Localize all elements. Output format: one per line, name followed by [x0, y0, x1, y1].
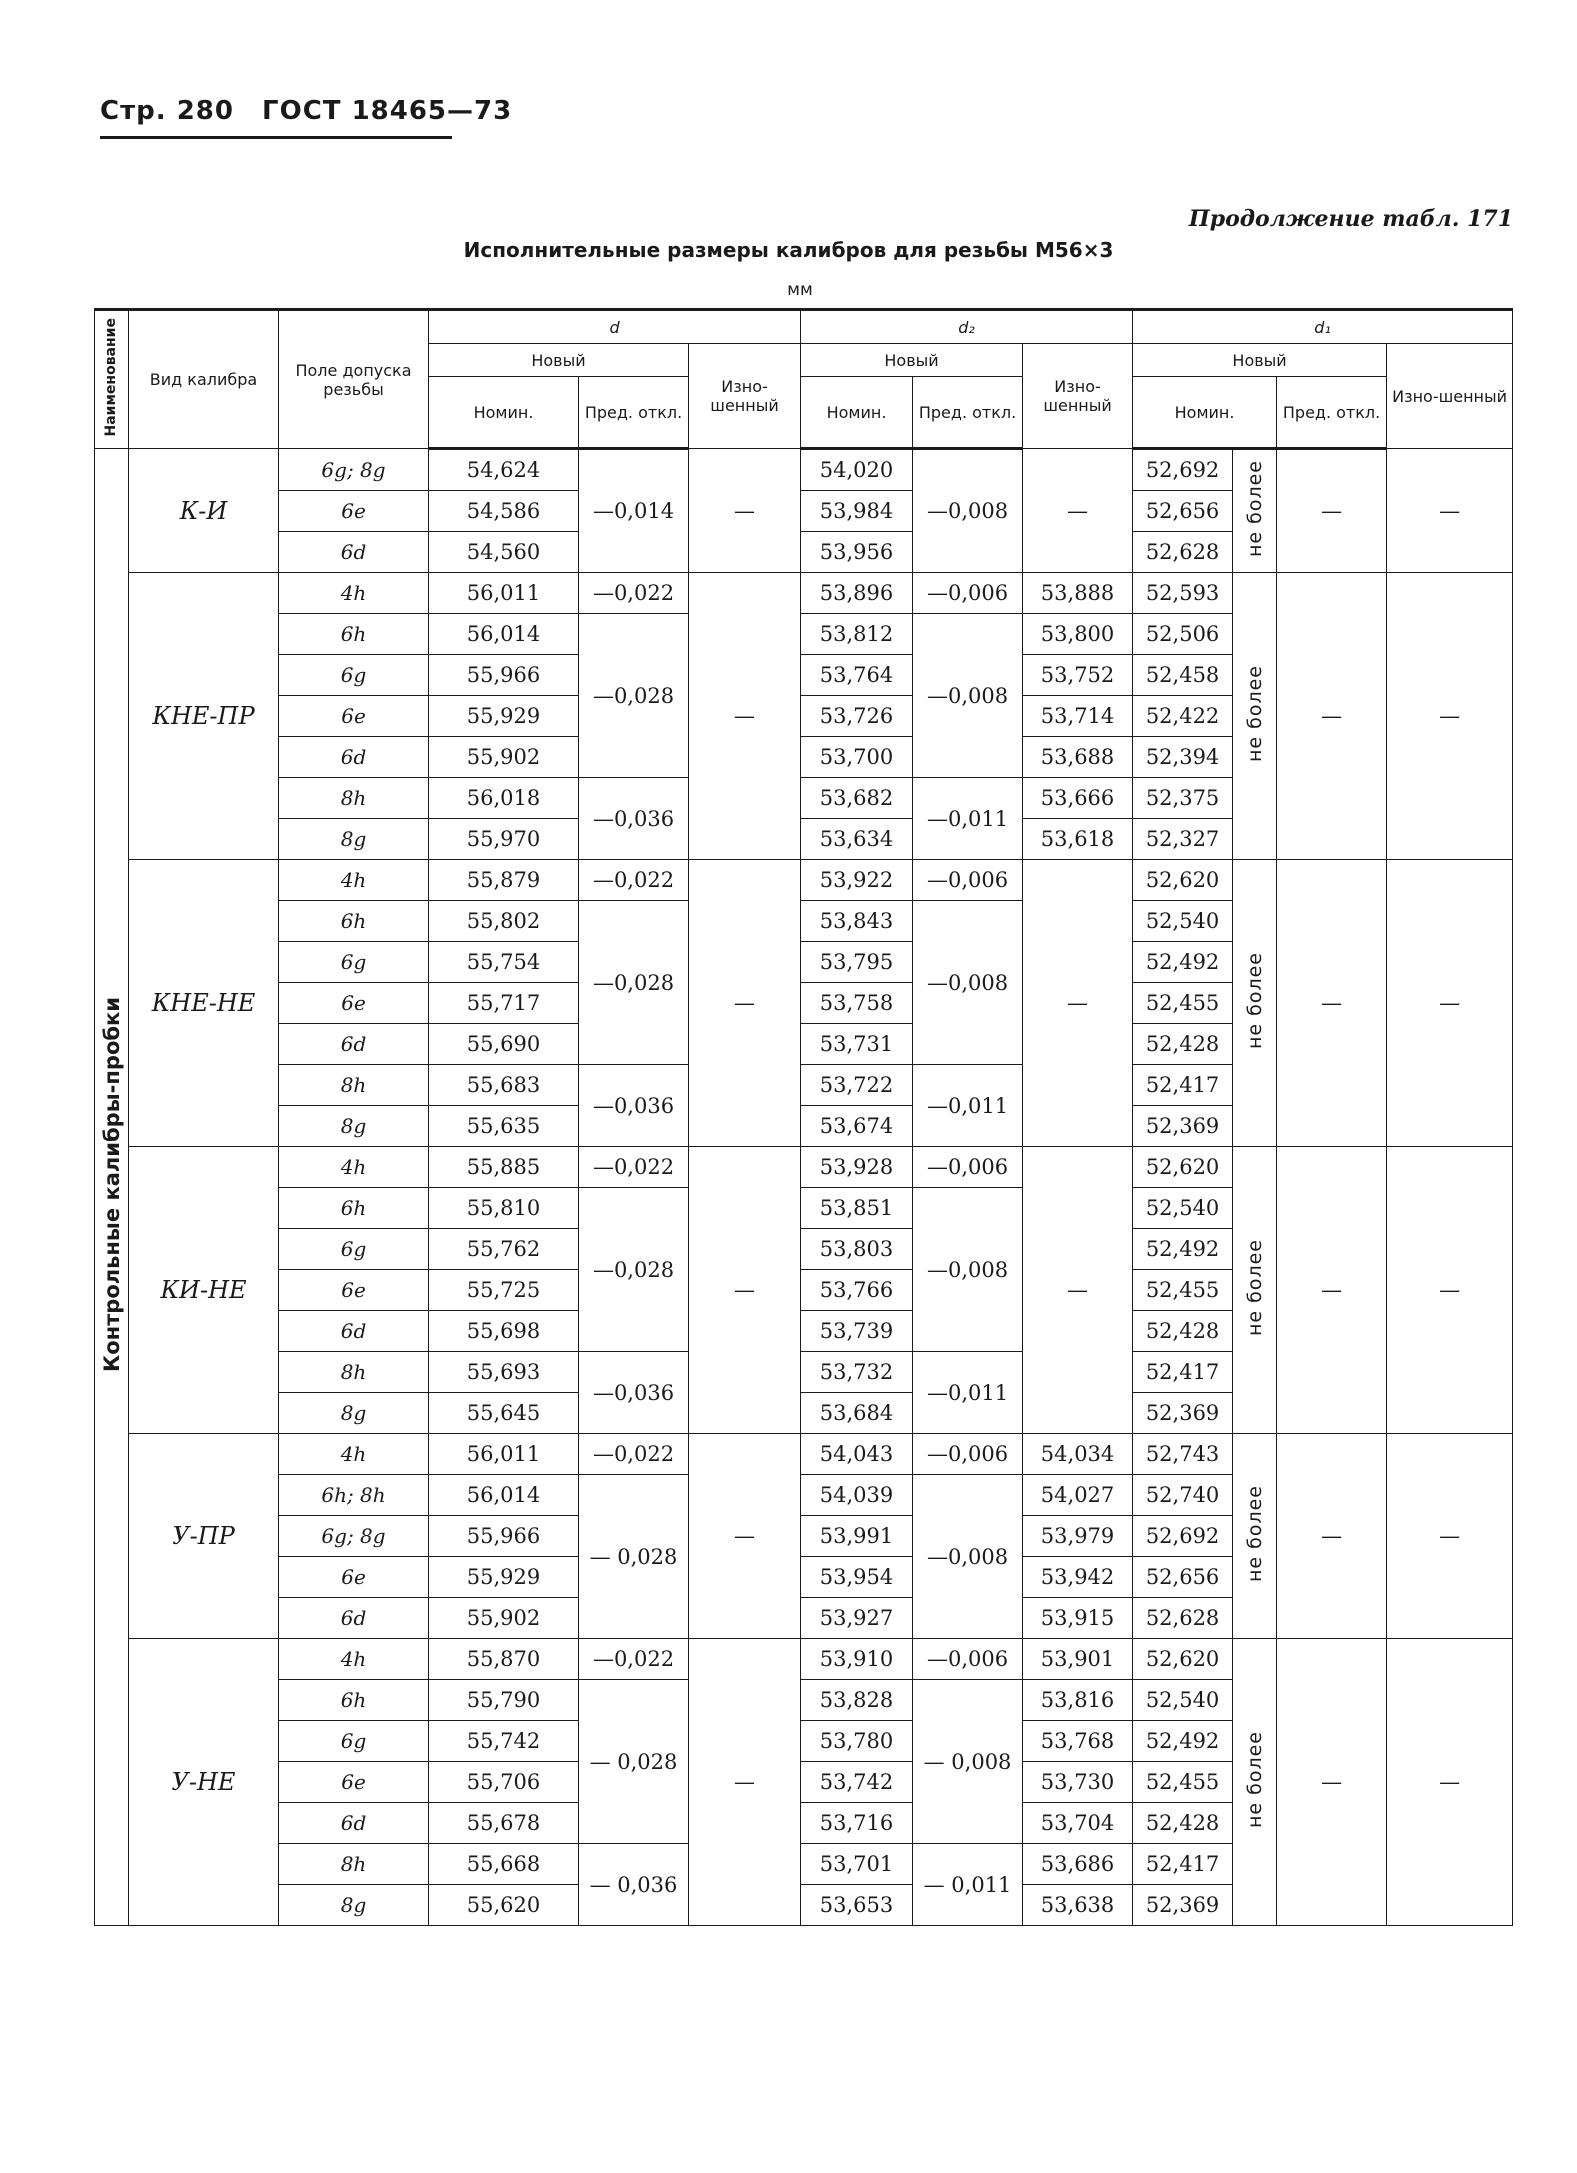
d-nominal: 55,683	[429, 1065, 579, 1106]
d2-deviation: —0,006	[913, 1434, 1023, 1475]
d-deviation: —0,022	[579, 573, 689, 614]
d2-deviation: —0,011	[913, 1065, 1023, 1147]
d2-deviation: —0,006	[913, 860, 1023, 901]
d-nominal: 55,678	[429, 1803, 579, 1844]
d-nominal: 55,693	[429, 1352, 579, 1393]
d2-worn: 53,901	[1023, 1639, 1133, 1680]
tolerance-field: 6d	[279, 1024, 429, 1065]
d-deviation: — 0,028	[579, 1680, 689, 1844]
d1-deviation: —	[1277, 449, 1387, 573]
d2-deviation: —0,006	[913, 1147, 1023, 1188]
gauge-type: КНЕ-ПР	[129, 573, 279, 860]
d-nominal: 55,879	[429, 860, 579, 901]
d1-nominal: 52,369	[1133, 1393, 1233, 1434]
d2-nominal: 53,956	[801, 532, 913, 573]
d1-nominal: 52,375	[1133, 778, 1233, 819]
d2-deviation: —0,011	[913, 1352, 1023, 1434]
header-d2: d₂	[801, 310, 1133, 344]
d1-nominal: 52,455	[1133, 1270, 1233, 1311]
tolerance-field: 6d	[279, 1803, 429, 1844]
tolerance-field: 6g; 8g	[279, 1516, 429, 1557]
d-deviation: —0,028	[579, 614, 689, 778]
d-nominal: 55,762	[429, 1229, 579, 1270]
tolerance-field: 6g	[279, 1229, 429, 1270]
d-nominal: 54,586	[429, 491, 579, 532]
d2-deviation: —0,008	[913, 449, 1023, 573]
dimensions-table	[94, 308, 1513, 1926]
header-d-worn: Изно-шенный	[689, 344, 801, 449]
category-label	[95, 449, 129, 1926]
d-nominal: 55,790	[429, 1680, 579, 1721]
d1-nominal: 52,628	[1133, 1598, 1233, 1639]
table-row	[95, 573, 1513, 614]
d-worn: —	[689, 449, 801, 573]
d-deviation: — 0,028	[579, 1475, 689, 1639]
d1-nominal: 52,492	[1133, 1229, 1233, 1270]
d-nominal: 54,624	[429, 449, 579, 491]
d-nominal: 55,929	[429, 696, 579, 737]
d2-nominal: 53,742	[801, 1762, 913, 1803]
tolerance-field: 8g	[279, 1885, 429, 1926]
d1-nominal: 52,327	[1133, 819, 1233, 860]
d-worn: —	[689, 1434, 801, 1639]
table-body	[95, 449, 1513, 1926]
header-tolerance-field: Поле допуска резьбы	[279, 310, 429, 449]
d1-deviation: —	[1277, 860, 1387, 1147]
d1-nominal: 52,740	[1133, 1475, 1233, 1516]
d-nominal: 55,698	[429, 1311, 579, 1352]
d-nominal: 55,742	[429, 1721, 579, 1762]
d1-nominal: 52,428	[1133, 1024, 1233, 1065]
d2-deviation: —0,008	[913, 614, 1023, 778]
table-row	[95, 1147, 1513, 1188]
tolerance-field: 8h	[279, 1352, 429, 1393]
d-nominal: 55,966	[429, 1516, 579, 1557]
d-nominal: 56,014	[429, 1475, 579, 1516]
page-number: Стр. 280	[100, 96, 234, 126]
gauge-type: К-И	[129, 449, 279, 573]
header-d2-deviation: Пред. откл.	[913, 377, 1023, 449]
d1-nominal: 52,620	[1133, 1639, 1233, 1680]
continuation-note: Продолжение табл. 171	[1188, 206, 1513, 232]
d-deviation: —0,028	[579, 901, 689, 1065]
d-worn: —	[689, 1639, 801, 1926]
table-row	[95, 449, 1513, 491]
tolerance-field: 6e	[279, 1762, 429, 1803]
header-d2-worn: Изно-шенный	[1023, 344, 1133, 449]
not-more-text: не более	[1243, 459, 1266, 558]
header-d-new: Новый	[429, 344, 689, 377]
tolerance-field: 4h	[279, 860, 429, 901]
d2-nominal: 54,039	[801, 1475, 913, 1516]
table-row	[95, 1639, 1513, 1680]
tolerance-field: 6g; 8g	[279, 449, 429, 491]
d-deviation: — 0,036	[579, 1844, 689, 1926]
d1-nominal: 52,656	[1133, 1557, 1233, 1598]
d1-worn: —	[1387, 1639, 1513, 1926]
d2-worn: 53,666	[1023, 778, 1133, 819]
d1-nominal: 52,593	[1133, 573, 1233, 614]
d2-worn: 53,800	[1023, 614, 1133, 655]
not-more-text: не более	[1243, 1730, 1266, 1829]
d2-worn: 53,704	[1023, 1803, 1133, 1844]
d2-nominal: 54,020	[801, 449, 913, 491]
d1-nominal: 52,506	[1133, 614, 1233, 655]
header-d2-new: Новый	[801, 344, 1023, 377]
d2-worn: 54,034	[1023, 1434, 1133, 1475]
tolerance-field: 6e	[279, 1270, 429, 1311]
header-d1-new: Новый	[1133, 344, 1387, 377]
d1-nominal: 52,540	[1133, 1680, 1233, 1721]
gauge-type: КНЕ-НЕ	[129, 860, 279, 1147]
d-nominal: 55,725	[429, 1270, 579, 1311]
d2-nominal: 53,764	[801, 655, 913, 696]
unit-label: мм	[787, 280, 813, 300]
table-head	[95, 310, 1513, 449]
d-nominal: 55,620	[429, 1885, 579, 1926]
d1-nominal: 52,417	[1133, 1065, 1233, 1106]
d2-worn: —	[1023, 1147, 1133, 1434]
d-nominal: 55,929	[429, 1557, 579, 1598]
d2-nominal: 53,731	[801, 1024, 913, 1065]
d2-nominal: 53,812	[801, 614, 913, 655]
d2-nominal: 53,828	[801, 1680, 913, 1721]
d1-deviation: —	[1277, 1434, 1387, 1639]
header-d: d	[429, 310, 801, 344]
d1-nominal: 52,369	[1133, 1106, 1233, 1147]
tolerance-field: 8h	[279, 1844, 429, 1885]
d2-nominal: 53,803	[801, 1229, 913, 1270]
d-nominal: 55,668	[429, 1844, 579, 1885]
d1-nominal: 52,620	[1133, 1147, 1233, 1188]
d1-nominal: 52,692	[1133, 449, 1233, 491]
d2-deviation: —0,008	[913, 1188, 1023, 1352]
d-nominal: 55,902	[429, 1598, 579, 1639]
not-more-label	[1233, 573, 1277, 860]
d2-worn: 53,638	[1023, 1885, 1133, 1926]
d2-worn: —	[1023, 860, 1133, 1147]
d-nominal: 55,706	[429, 1762, 579, 1803]
gauge-type: У-ПР	[129, 1434, 279, 1639]
d-nominal: 55,902	[429, 737, 579, 778]
d2-deviation: — 0,008	[913, 1680, 1023, 1844]
d2-nominal: 53,634	[801, 819, 913, 860]
standard-number: ГОСТ 18465—73	[262, 96, 513, 126]
d-nominal: 55,966	[429, 655, 579, 696]
d2-deviation: —0,011	[913, 778, 1023, 860]
d2-worn: 53,686	[1023, 1844, 1133, 1885]
d-worn: —	[689, 1147, 801, 1434]
tolerance-field: 6d	[279, 737, 429, 778]
d1-nominal: 52,743	[1133, 1434, 1233, 1475]
d1-worn: —	[1387, 860, 1513, 1147]
tolerance-field: 6d	[279, 532, 429, 573]
tolerance-field: 4h	[279, 1639, 429, 1680]
not-more-text: не более	[1243, 951, 1266, 1050]
d1-nominal: 52,492	[1133, 1721, 1233, 1762]
d1-nominal: 52,455	[1133, 983, 1233, 1024]
d1-worn: —	[1387, 1147, 1513, 1434]
gauge-type: У-НЕ	[129, 1639, 279, 1926]
d-deviation: —0,022	[579, 1434, 689, 1475]
d2-deviation: —0,006	[913, 573, 1023, 614]
d1-nominal: 52,455	[1133, 1762, 1233, 1803]
d2-nominal: 53,716	[801, 1803, 913, 1844]
header-d1-nominal: Номин.	[1133, 377, 1277, 449]
tolerance-field: 8h	[279, 778, 429, 819]
d2-nominal: 53,682	[801, 778, 913, 819]
d2-worn: 53,752	[1023, 655, 1133, 696]
d1-deviation: —	[1277, 573, 1387, 860]
d-deviation: —0,022	[579, 1639, 689, 1680]
d2-nominal: 53,758	[801, 983, 913, 1024]
d1-deviation: —	[1277, 1147, 1387, 1434]
tolerance-field: 6e	[279, 983, 429, 1024]
header-d1-worn: Изно-шенный	[1387, 344, 1513, 449]
d2-worn: 53,816	[1023, 1680, 1133, 1721]
d2-worn: 53,618	[1023, 819, 1133, 860]
d2-nominal: 53,851	[801, 1188, 913, 1229]
d2-nominal: 53,984	[801, 491, 913, 532]
d2-deviation: —0,008	[913, 901, 1023, 1065]
d-nominal: 55,754	[429, 942, 579, 983]
not-more-text: не более	[1243, 1238, 1266, 1337]
not-more-label	[1233, 860, 1277, 1147]
tolerance-field: 6e	[279, 491, 429, 532]
d-nominal: 55,870	[429, 1639, 579, 1680]
d2-nominal: 53,954	[801, 1557, 913, 1598]
d-nominal: 55,645	[429, 1393, 579, 1434]
d-deviation: —0,022	[579, 860, 689, 901]
d2-deviation: —0,006	[913, 1639, 1023, 1680]
d2-worn: 53,942	[1023, 1557, 1133, 1598]
tolerance-field: 4h	[279, 1434, 429, 1475]
d-deviation: —0,014	[579, 449, 689, 573]
d-deviation: —0,028	[579, 1188, 689, 1352]
header-gauge-type: Вид калибра	[129, 310, 279, 449]
d2-nominal: 53,732	[801, 1352, 913, 1393]
d2-nominal: 53,896	[801, 573, 913, 614]
d1-nominal: 52,428	[1133, 1311, 1233, 1352]
tolerance-field: 4h	[279, 1147, 429, 1188]
table-row	[95, 1434, 1513, 1475]
tolerance-field: 8g	[279, 1106, 429, 1147]
not-more-label	[1233, 1434, 1277, 1639]
d1-nominal: 52,369	[1133, 1885, 1233, 1926]
tolerance-field: 6g	[279, 942, 429, 983]
d1-nominal: 52,628	[1133, 532, 1233, 573]
d2-nominal: 53,684	[801, 1393, 913, 1434]
d1-worn: —	[1387, 449, 1513, 573]
d2-worn: 53,888	[1023, 573, 1133, 614]
d1-nominal: 52,394	[1133, 737, 1233, 778]
d2-nominal: 53,922	[801, 860, 913, 901]
not-more-text: не более	[1243, 1484, 1266, 1583]
d-deviation: —0,036	[579, 778, 689, 860]
d2-nominal: 53,928	[801, 1147, 913, 1188]
d2-worn: 54,027	[1023, 1475, 1133, 1516]
header-d2-nominal: Номин.	[801, 377, 913, 449]
page-header	[100, 96, 530, 126]
tolerance-field: 6d	[279, 1598, 429, 1639]
table-title: Исполнительные размеры калибров для резьбы М56×3	[463, 238, 1114, 262]
d-nominal: 56,011	[429, 1434, 579, 1475]
d-deviation: —0,036	[579, 1065, 689, 1147]
d2-deviation: —0,008	[913, 1475, 1023, 1639]
not-more-label	[1233, 1639, 1277, 1926]
tolerance-field: 6h	[279, 1188, 429, 1229]
gauge-type: КИ-НЕ	[129, 1147, 279, 1434]
d-nominal: 55,690	[429, 1024, 579, 1065]
header-d-deviation: Пред. откл.	[579, 377, 689, 449]
d2-nominal: 53,843	[801, 901, 913, 942]
not-more-label	[1233, 449, 1277, 573]
header-d-nominal: Номин.	[429, 377, 579, 449]
d1-nominal: 52,422	[1133, 696, 1233, 737]
d1-nominal: 52,428	[1133, 1803, 1233, 1844]
d2-nominal: 53,795	[801, 942, 913, 983]
tolerance-field: 8g	[279, 819, 429, 860]
d-nominal: 55,717	[429, 983, 579, 1024]
d2-worn: 53,730	[1023, 1762, 1133, 1803]
tolerance-field: 6h	[279, 614, 429, 655]
d1-worn: —	[1387, 573, 1513, 860]
tolerance-field: 6h	[279, 1680, 429, 1721]
tolerance-field: 6g	[279, 655, 429, 696]
d-nominal: 55,885	[429, 1147, 579, 1188]
tolerance-field: 6h; 8h	[279, 1475, 429, 1516]
not-more-label	[1233, 1147, 1277, 1434]
tolerance-field: 4h	[279, 573, 429, 614]
d1-deviation: —	[1277, 1639, 1387, 1926]
d1-worn: —	[1387, 1434, 1513, 1639]
d-nominal: 55,810	[429, 1188, 579, 1229]
d-deviation: —0,022	[579, 1147, 689, 1188]
d-nominal: 55,635	[429, 1106, 579, 1147]
d-nominal: 56,011	[429, 573, 579, 614]
d2-worn: 53,688	[1023, 737, 1133, 778]
tolerance-field: 6e	[279, 1557, 429, 1598]
d-nominal: 56,018	[429, 778, 579, 819]
d1-nominal: 52,417	[1133, 1844, 1233, 1885]
tolerance-field: 6h	[279, 901, 429, 942]
d1-nominal: 52,620	[1133, 860, 1233, 901]
not-more-text: не более	[1243, 664, 1266, 763]
d-worn: —	[689, 860, 801, 1147]
d2-nominal: 53,701	[801, 1844, 913, 1885]
d2-nominal: 53,991	[801, 1516, 913, 1557]
d1-nominal: 52,692	[1133, 1516, 1233, 1557]
d1-nominal: 52,656	[1133, 491, 1233, 532]
d2-worn: —	[1023, 449, 1133, 573]
d-worn: —	[689, 573, 801, 860]
d2-nominal: 53,739	[801, 1311, 913, 1352]
d2-nominal: 53,674	[801, 1106, 913, 1147]
d2-deviation: — 0,011	[913, 1844, 1023, 1926]
table-row	[95, 860, 1513, 901]
header-d1-deviation: Пред. откл.	[1277, 377, 1387, 449]
d2-worn: 53,915	[1023, 1598, 1133, 1639]
d-nominal: 55,802	[429, 901, 579, 942]
tolerance-field: 8h	[279, 1065, 429, 1106]
d2-nominal: 53,722	[801, 1065, 913, 1106]
d-nominal: 56,014	[429, 614, 579, 655]
header-d1: d₁	[1133, 310, 1513, 344]
tolerance-field: 8g	[279, 1393, 429, 1434]
tolerance-field: 6g	[279, 1721, 429, 1762]
category-text: Контрольные калибры-пробки	[99, 997, 124, 1372]
d1-nominal: 52,417	[1133, 1352, 1233, 1393]
d1-nominal: 52,458	[1133, 655, 1233, 696]
d2-worn: 53,768	[1023, 1721, 1133, 1762]
d2-worn: 53,979	[1023, 1516, 1133, 1557]
d2-nominal: 53,700	[801, 737, 913, 778]
d2-nominal: 53,910	[801, 1639, 913, 1680]
d2-nominal: 53,927	[801, 1598, 913, 1639]
header-name: Наименование	[95, 310, 129, 449]
d2-nominal: 53,766	[801, 1270, 913, 1311]
d2-nominal: 53,780	[801, 1721, 913, 1762]
d2-nominal: 53,653	[801, 1885, 913, 1926]
d2-nominal: 54,043	[801, 1434, 913, 1475]
tolerance-field: 6d	[279, 1311, 429, 1352]
d2-worn: 53,714	[1023, 696, 1133, 737]
d-nominal: 54,560	[429, 532, 579, 573]
d1-nominal: 52,540	[1133, 901, 1233, 942]
d1-nominal: 52,492	[1133, 942, 1233, 983]
d-deviation: —0,036	[579, 1352, 689, 1434]
tolerance-field: 6e	[279, 696, 429, 737]
d2-nominal: 53,726	[801, 696, 913, 737]
d-nominal: 55,970	[429, 819, 579, 860]
d1-nominal: 52,540	[1133, 1188, 1233, 1229]
header-rule	[100, 136, 452, 139]
